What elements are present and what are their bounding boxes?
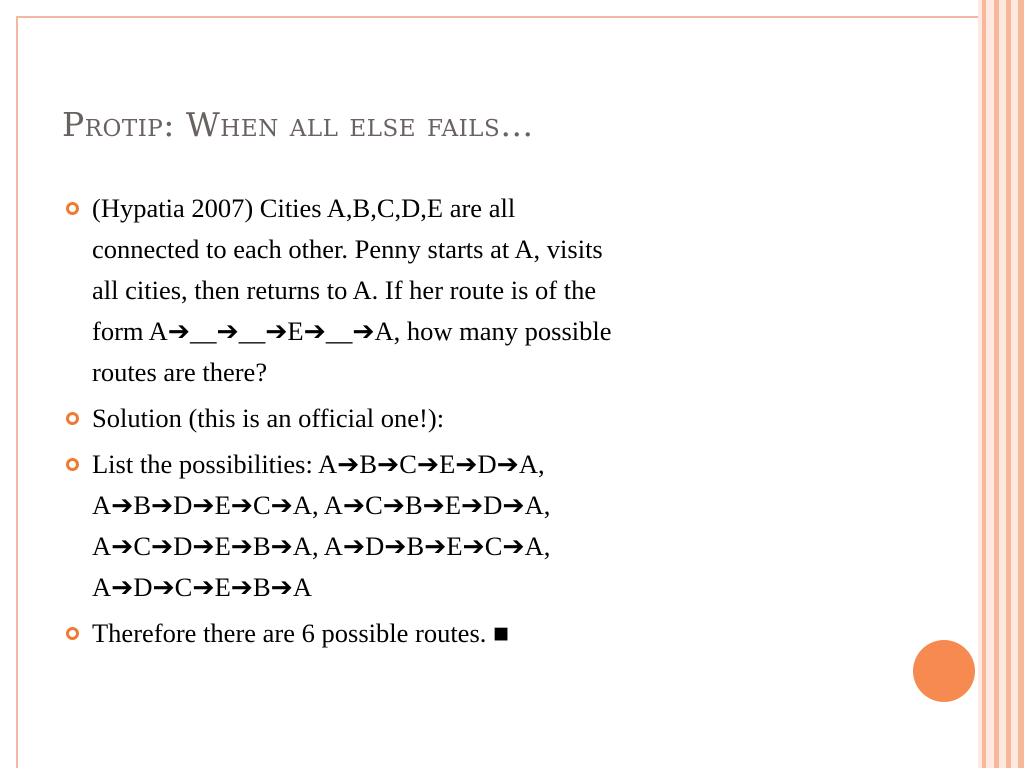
stripe (1018, 0, 1024, 768)
bullet-list (60, 188, 900, 659)
decorative-stripes (978, 0, 1024, 768)
bullet-item (60, 613, 900, 654)
stripe (994, 0, 999, 768)
bullet-text: Therefore there are 6 possible routes. ■ (92, 618, 510, 648)
bullet-ring-icon (66, 458, 79, 471)
bullet-text: Solution (this is an official one!): (92, 403, 445, 433)
bullet-ring-icon (66, 627, 79, 640)
stripe (1006, 0, 1011, 768)
bullet-item (60, 444, 900, 608)
decorative-circle (913, 640, 975, 702)
stripe (982, 0, 986, 768)
slide-title: Protip: When all else fails… (62, 105, 534, 144)
bullet-text: List the possibilities: A➔B➔C➔E➔D➔A, A➔B➔D➔E➔C➔A, A➔C➔B➔E➔D➔A, A➔C➔D➔E➔B➔A, A➔D➔B➔E➔C➔A, A➔D➔C➔E➔B➔A (92, 449, 551, 602)
bullet-ring-icon (66, 412, 79, 425)
bullet-item (60, 188, 900, 393)
bullet-text: (Hypatia 2007) Cities A,B,C,D,E are all connected to each other. Penny starts at A, visits all cities, then returns to A. If her route is of the form A➔__➔__➔E➔__➔A, how many possible routes are there? (92, 193, 612, 387)
bullet-ring-icon (66, 202, 79, 215)
bullet-item (60, 398, 900, 439)
